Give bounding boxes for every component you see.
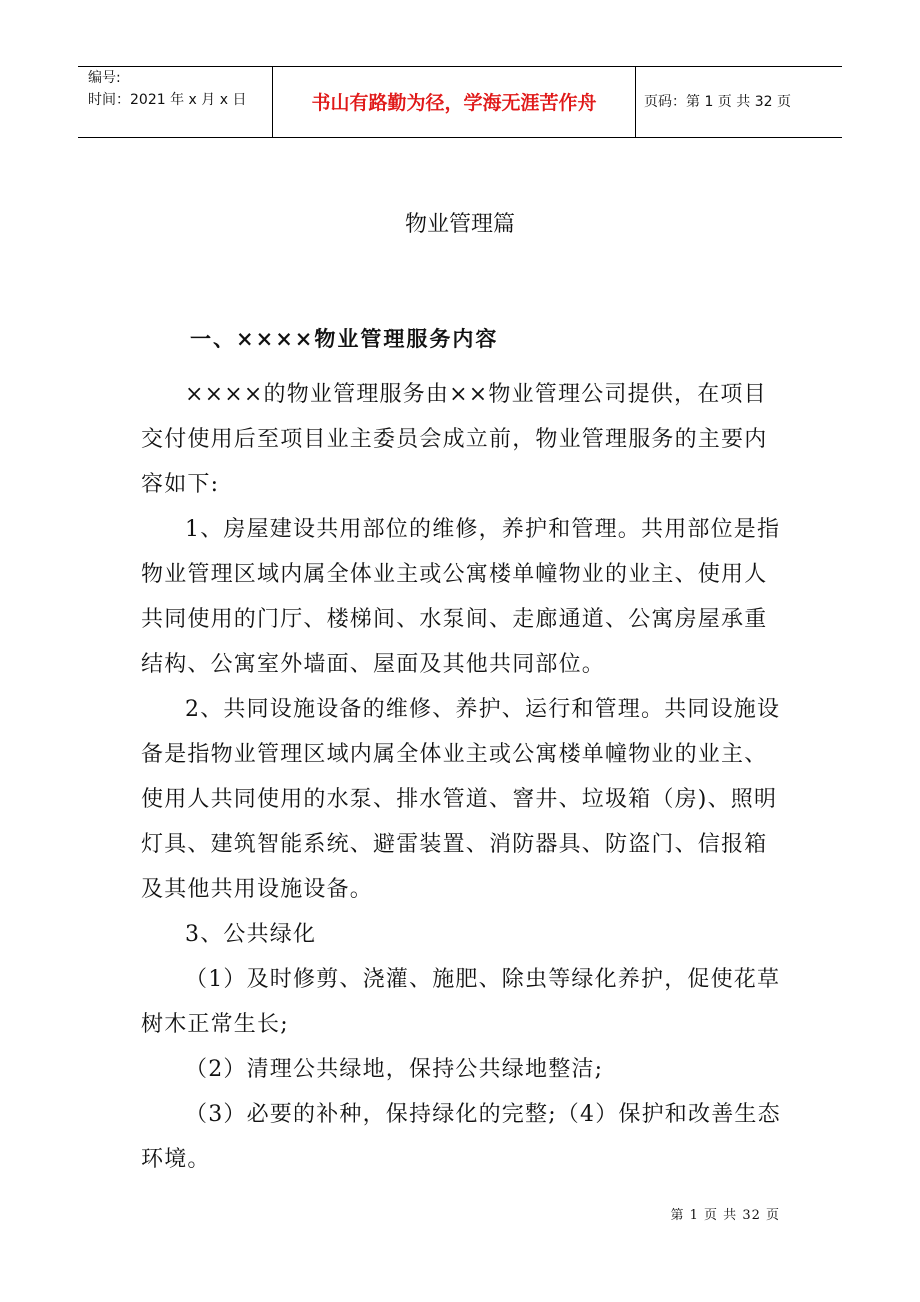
header-motto: 书山有路勤为径，学海无涯苦作舟 <box>311 92 597 114</box>
header-page-number: 页码：第 1 页 共 32 页 <box>644 94 791 110</box>
header-page-cell <box>636 67 842 137</box>
paragraph: （2）清理公共绿地，保持公共绿地整洁; <box>185 1057 604 1082</box>
document-date: 时间：2021 年 x 月 x 日 <box>88 92 247 108</box>
paragraph: 3、公共绿化 <box>185 922 317 947</box>
paragraph: 2、共同设施设备的维修、养护、运行和管理。共同设施设备是指物业管理区域内属全体业主或公寓楼单幢物业的业主、使用人共同使用的水泵、排水管道、窨井、垃圾箱（房)、照明灯具、建筑智能系统、避雷装置、消防器具、防盗门、信报箱及其他共用设施设备。 <box>141 697 781 902</box>
document-body <box>141 372 781 1182</box>
document-number-label: 编号: <box>88 70 121 86</box>
paragraph: ××××的物业管理服务由××物业管理公司提供，在项目交付使用后至项目业主委员会成立前，物业管理服务的主要内容如下: <box>141 382 768 497</box>
section-heading: 一、××××物业管理服务内容 <box>190 326 499 351</box>
page-footer: 第 1 页 共 32 页 <box>670 1208 780 1223</box>
paragraph: 1、房屋建设共用部位的维修，养护和管理。共用部位是指物业管理区域内属全体业主或公寓楼单幢物业的业主、使用人共同使用的门厅、楼梯间、水泵间、走廊通道、公寓房屋承重结构、公寓室外墙面、屋面及其他共同部位。 <box>141 517 781 677</box>
paragraph: （1）及时修剪、浇灌、施肥、除虫等绿化养护，促使花草树木正常生长; <box>141 967 781 1037</box>
header-info-cell <box>78 67 273 137</box>
paragraph: （3）必要的补种，保持绿化的完整;（4）保护和改善生态环境。 <box>141 1102 781 1172</box>
document-title: 物业管理篇 <box>404 212 515 237</box>
document-header <box>78 66 842 138</box>
header-motto-cell <box>273 67 636 137</box>
